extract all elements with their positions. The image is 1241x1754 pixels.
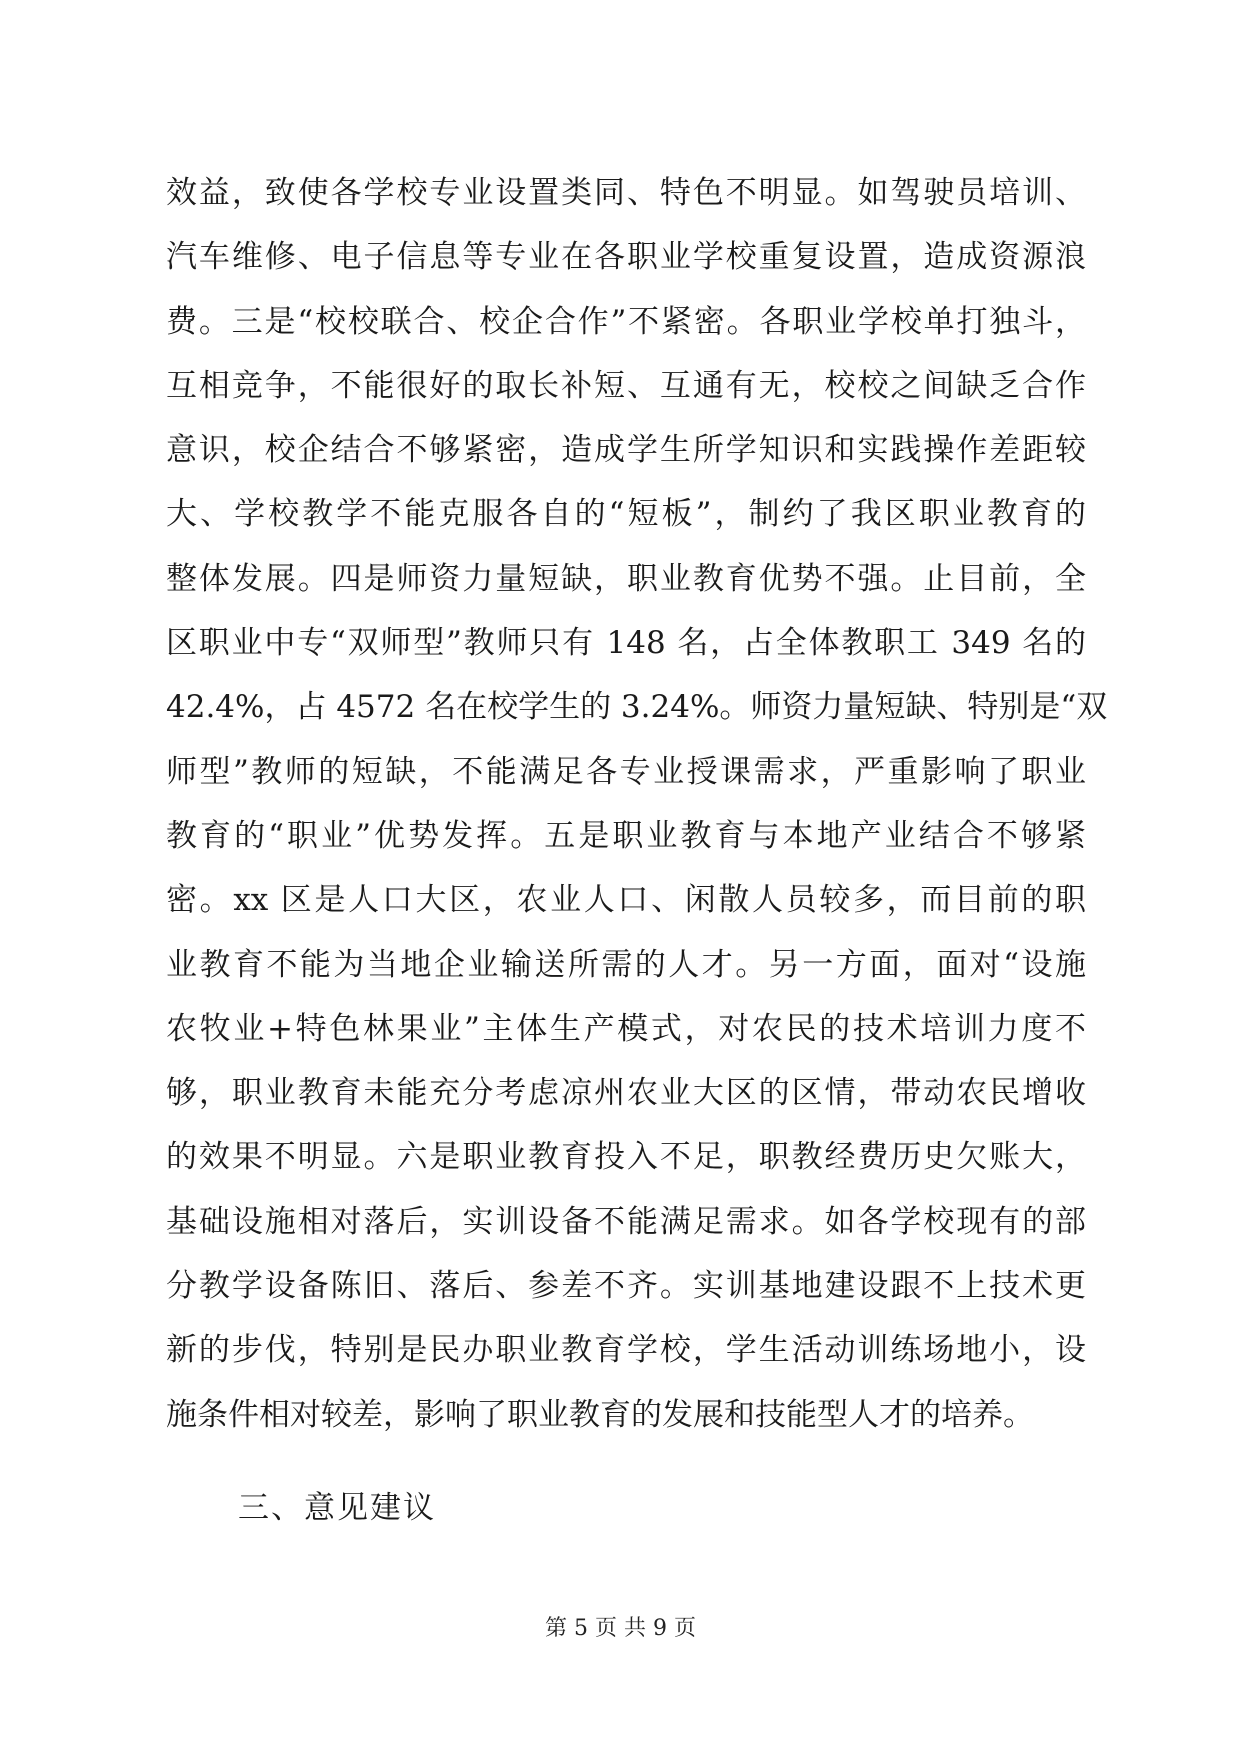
text-line: 区职业中专“双师型”教师只有 148 名，占全体教职工 349 名的 <box>166 625 1086 662</box>
text-line: 新的步伐，特别是民办职业教育学校，学生活动训练场地小，设 <box>166 1332 1086 1369</box>
section-heading: 三、意见建议 <box>238 1490 436 1526</box>
text-line: 互相竞争，不能很好的取长补短、互通有无，校校之间缺乏合作 <box>166 367 1086 404</box>
text-line: 的效果不明显。六是职业教育投入不足，职教经费历史欠账大， <box>166 1139 1086 1176</box>
text-line: 施条件相对较差，影响了职业教育的发展和技能型人才的培养。 <box>166 1396 1034 1433</box>
text-line: 密。xx 区是人口大区，农业人口、闲散人员较多，而目前的职 <box>166 882 1086 919</box>
text-line: 大、学校教学不能克服各自的“短板”，制约了我区职业教育的 <box>166 496 1086 533</box>
text-line: 业教育不能为当地企业输送所需的人才。另一方面，面对“设施 <box>166 946 1086 983</box>
page-number-footer: 第 5 页 共 9 页 <box>545 1616 696 1641</box>
text-line: 费。三是“校校联合、校企合作”不紧密。各职业学校单打独斗， <box>166 303 1086 340</box>
text-line: 汽车维修、电子信息等专业在各职业学校重复设置，造成资源浪 <box>166 239 1086 276</box>
text-line: 师型”教师的短缺，不能满足各专业授课需求，严重影响了职业 <box>166 753 1086 790</box>
text-line: 意识，校企结合不够紧密，造成学生所学知识和实践操作差距较 <box>166 432 1086 469</box>
text-line: 整体发展。四是师资力量短缺，职业教育优势不强。止目前，全 <box>166 560 1086 597</box>
text-line: 教育的“职业”优势发挥。五是职业教育与本地产业结合不够紧 <box>166 817 1086 854</box>
text-line: 效益，致使各学校专业设置类同、特色不明显。如驾驶员培训、 <box>166 175 1086 211</box>
body-paragraph <box>166 161 1108 1447</box>
text-line: 42.4%，占 4572 名在校学生的 3.24%。师资力量短缺、特别是“双 <box>166 689 1108 726</box>
text-line: 分教学设备陈旧、落后、参差不齐。实训基地建设跟不上技术更 <box>166 1268 1086 1305</box>
text-line: 基础设施相对落后，实训设备不能满足需求。如各学校现有的部 <box>166 1203 1086 1240</box>
text-line: 农牧业+特色林果业”主体生产模式，对农民的技术培训力度不 <box>166 1010 1086 1047</box>
text-line: 够，职业教育未能充分考虑凉州农业大区的区情，带动农民增收 <box>166 1075 1086 1112</box>
